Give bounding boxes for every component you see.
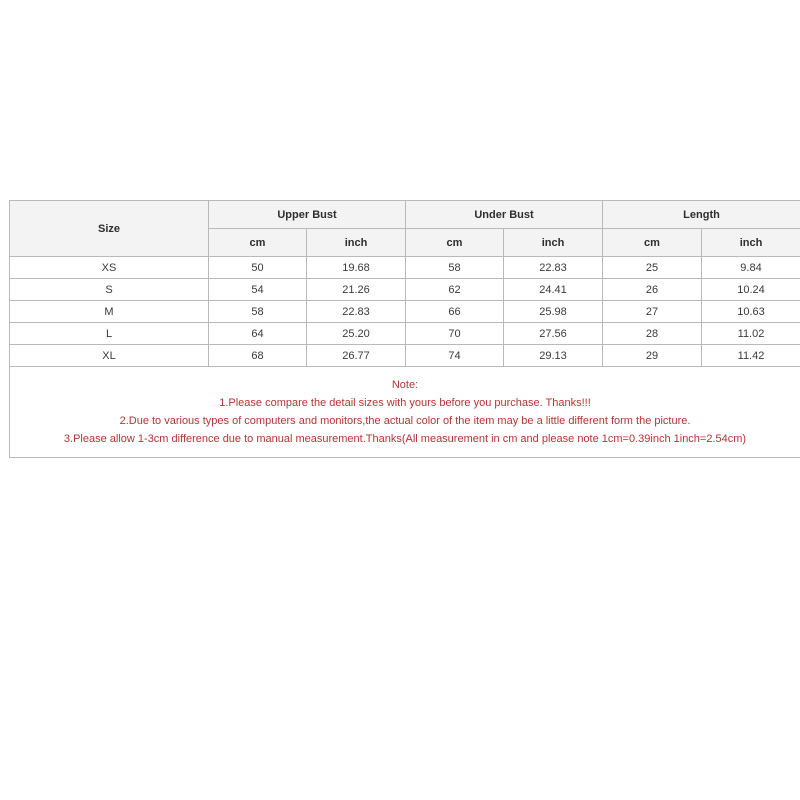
value-cell: 54 — [209, 279, 307, 301]
value-cell: 64 — [209, 323, 307, 345]
value-cell: 74 — [406, 345, 504, 367]
table-row — [10, 279, 800, 301]
table-row — [10, 257, 800, 279]
table-header — [10, 201, 800, 257]
value-cell: 27 — [603, 301, 702, 323]
value-cell: 22.83 — [307, 301, 406, 323]
table-row — [10, 301, 800, 323]
table-body — [10, 257, 800, 458]
value-cell: 62 — [406, 279, 504, 301]
value-cell: 10.63 — [702, 301, 800, 323]
value-cell: 10.24 — [702, 279, 800, 301]
value-cell: 22.83 — [504, 257, 603, 279]
value-cell: 26 — [603, 279, 702, 301]
size-column-header: Size — [10, 201, 209, 257]
value-cell: 26.77 — [307, 345, 406, 367]
note-line-1: 1.Please compare the detail sizes with yours before you purchase. Thanks!!! — [219, 397, 591, 409]
value-cell: 19.68 — [307, 257, 406, 279]
value-cell: 24.41 — [504, 279, 603, 301]
length-header: Length — [603, 201, 800, 229]
size-cell: L — [10, 323, 209, 345]
note-line-3: 3.Please allow 1-3cm difference due to manual measurement.Thanks(All measurement in cm and please note 1cm=0.39inch 1inch=2.54cm) — [63, 433, 747, 445]
value-cell: 9.84 — [702, 257, 800, 279]
value-cell: 58 — [406, 257, 504, 279]
value-cell: 11.02 — [702, 323, 800, 345]
unit-header: inch — [504, 229, 603, 257]
unit-header: cm — [603, 229, 702, 257]
value-cell: 29 — [603, 345, 702, 367]
note-cell — [10, 367, 800, 458]
value-cell: 28 — [603, 323, 702, 345]
size-cell: XL — [10, 345, 209, 367]
value-cell: 11.42 — [702, 345, 800, 367]
size-cell: XS — [10, 257, 209, 279]
unit-header: cm — [209, 229, 307, 257]
unit-header: inch — [702, 229, 800, 257]
under-bust-header: Under Bust — [406, 201, 603, 229]
value-cell: 25.20 — [307, 323, 406, 345]
unit-header: cm — [406, 229, 504, 257]
value-cell: 50 — [209, 257, 307, 279]
value-cell: 70 — [406, 323, 504, 345]
note-line-2: 2.Due to various types of computers and monitors,the actual color of the item may be a little different form the picture. — [119, 415, 691, 427]
upper-bust-header: Upper Bust — [209, 201, 406, 229]
note-row — [10, 367, 800, 458]
value-cell: 25.98 — [504, 301, 603, 323]
value-cell: 27.56 — [504, 323, 603, 345]
unit-header: inch — [307, 229, 406, 257]
size-cell: S — [10, 279, 209, 301]
value-cell: 29.13 — [504, 345, 603, 367]
value-cell: 68 — [209, 345, 307, 367]
note-title: Note: — [391, 379, 419, 391]
value-cell: 58 — [209, 301, 307, 323]
table-row — [10, 323, 800, 345]
size-cell: M — [10, 301, 209, 323]
value-cell: 21.26 — [307, 279, 406, 301]
size-chart-table — [9, 200, 800, 458]
table-row — [10, 345, 800, 367]
value-cell: 25 — [603, 257, 702, 279]
value-cell: 66 — [406, 301, 504, 323]
